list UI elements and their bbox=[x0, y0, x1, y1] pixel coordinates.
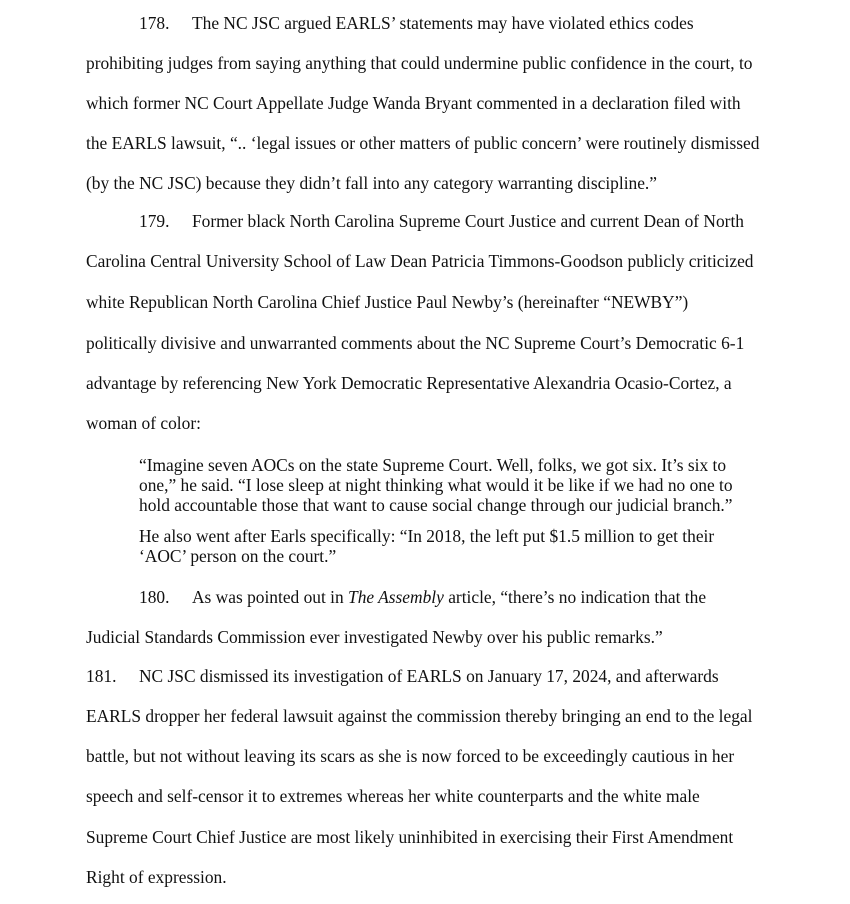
paragraph-text-line: which former NC Court Appellate Judge Wanda Bryant commented in a declaration filed with bbox=[86, 93, 741, 113]
paragraph-text-line: Right of expression. bbox=[86, 867, 227, 887]
paragraph-text-line: battle, but not without leaving its scars as she is now forced to be exceedingly cautious in her bbox=[86, 746, 735, 766]
paragraph-text-line: prohibiting judges from saying anything that could undermine public confidence in the court, to bbox=[86, 53, 753, 73]
paragraph-text-line: speech and self-censor it to extremes whereas her white counterparts and the white male bbox=[86, 786, 700, 806]
paragraph-text-line: Judicial Standards Commission ever investigated Newby over his public remarks.” bbox=[86, 627, 663, 647]
paragraph-text-line: politically divisive and unwarranted comments about the NC Supreme Court’s Democratic 6-1 bbox=[86, 333, 745, 353]
paragraph-text-line: (by the NC JSC) because they didn’t fall into any category warranting discipline.” bbox=[86, 173, 658, 193]
paragraph-text: The NC JSC argued EARLS’ statements may have violated ethics codes bbox=[192, 13, 694, 33]
quote-line: He also went after Earls specifically: “In 2018, the left put $1.5 million to get their bbox=[139, 526, 715, 546]
paragraph-number: 180. bbox=[139, 587, 170, 607]
paragraph-text-line: the EARLS lawsuit, “.. ‘legal issues or other matters of public concern’ were routinely dismissed bbox=[86, 133, 760, 153]
paragraph-text-line: Supreme Court Chief Justice are most likely uninhibited in exercising their First Amendment bbox=[86, 827, 734, 847]
paragraph-text-line: advantage by referencing New York Democratic Representative Alexandria Ocasio-Cortez, a bbox=[86, 373, 732, 393]
paragraph-text: NC JSC dismissed its investigation of EARLS on January 17, 2024, and afterwards bbox=[139, 666, 719, 686]
paragraph-text-line: EARLS dropper her federal lawsuit against the commission thereby bringing an end to the legal bbox=[86, 706, 753, 726]
publication-title: The Assembly bbox=[348, 587, 444, 607]
paragraph-first-line bbox=[139, 587, 706, 607]
paragraph-text: Former black North Carolina Supreme Court Justice and current Dean of North bbox=[192, 211, 744, 231]
paragraph-text: As was pointed out in bbox=[192, 587, 349, 607]
quote-line: “Imagine seven AOCs on the state Supreme Court. Well, folks, we got six. It’s six to bbox=[139, 455, 727, 475]
paragraph-number: 179. bbox=[139, 211, 170, 231]
paragraph-text: article, “there’s no indication that the bbox=[443, 587, 707, 607]
paragraph-text-line: woman of color: bbox=[86, 413, 201, 433]
paragraph-number: 178. bbox=[139, 13, 170, 33]
paragraph-first-line bbox=[139, 211, 744, 231]
paragraph-number: 181. bbox=[86, 666, 117, 686]
quote-line: one,” he said. “I lose sleep at night thinking what would it be like if we had no one to bbox=[139, 475, 733, 495]
paragraph-text-line: Carolina Central University School of Law Dean Patricia Timmons-Goodson publicly criticized bbox=[86, 251, 754, 271]
paragraph-first-line bbox=[139, 13, 694, 33]
quote-line: ‘AOC’ person on the court.” bbox=[139, 546, 337, 566]
quote-line: hold accountable those that want to cause social change through our judicial branch.” bbox=[139, 495, 733, 515]
paragraph-first-line bbox=[86, 666, 719, 686]
paragraph-text-line: white Republican North Carolina Chief Justice Paul Newby’s (hereinafter “NEWBY”) bbox=[86, 292, 689, 312]
